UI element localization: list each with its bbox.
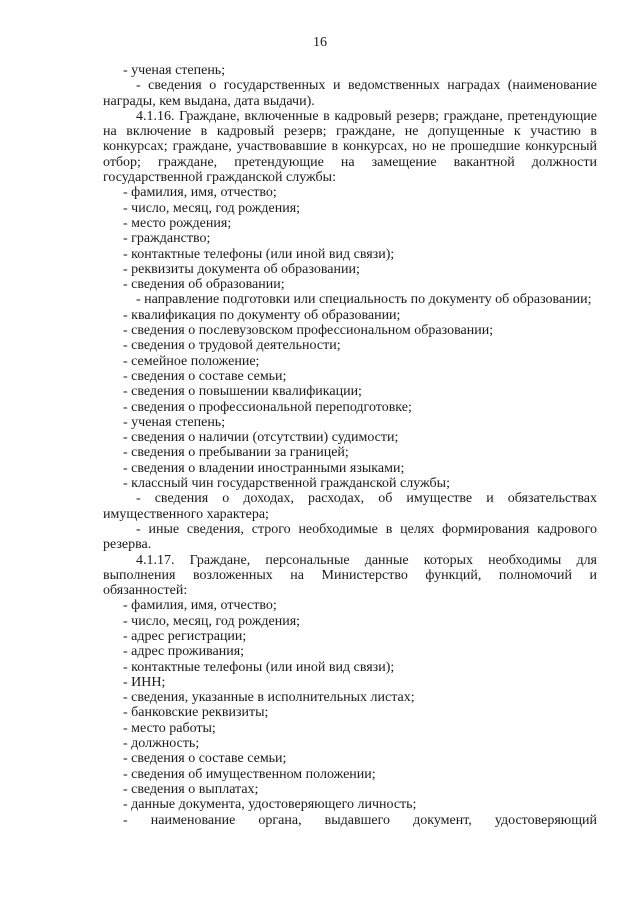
list-item: - сведения об имущественном положении; <box>123 766 376 782</box>
list-item: - адрес проживания; <box>123 644 245 660</box>
list-item: - иные сведения, строго необходимые в целях формирования кадрового резерва. <box>103 521 597 553</box>
list-item: - контактные телефоны (или иной вид связи); <box>123 659 395 675</box>
list-item: - контактные телефоны (или иной вид связи); <box>123 246 395 262</box>
list-item: - сведения о повышении квалификации; <box>123 384 362 400</box>
list-item: - сведения о составе семьи; <box>123 368 287 384</box>
list-item: - данные документа, удостоверяющего личность; <box>123 797 417 813</box>
list-item: - адрес регистрации; <box>123 628 247 644</box>
list-item: - наименование органа, выдавшего документ, удостоверяющий <box>123 812 597 828</box>
list-item: - сведения о владении иностранными языками; <box>123 460 405 476</box>
list-item: - место работы; <box>123 720 216 736</box>
list-item: - сведения о государственных и ведомственных наградах (наименование награды, кем выдана, дата выдачи). <box>103 78 597 109</box>
list-item: - банковские реквизиты; <box>123 705 269 721</box>
list-item: - сведения об образовании; <box>123 277 285 293</box>
list-item: - должность; <box>123 736 200 752</box>
list-item: - сведения о пребывании за границей; <box>123 445 349 461</box>
list-item: - гражданство; <box>123 231 211 247</box>
list-item: - фамилия, имя, отчество; <box>123 598 277 614</box>
list-item: - сведения о послевузовском профессиональном образовании; <box>123 323 494 339</box>
list-item: - место рождения; <box>123 215 232 231</box>
paragraph: 4.1.17. Граждане, персональные данные которых необходимы для выполнения возложенных на Министерство функций, полномочий и обязанностей: <box>103 552 597 599</box>
page-number: 16 <box>313 35 327 50</box>
list-item: - направление подготовки или специальность по документу об образовании; <box>136 292 592 308</box>
list-item: - сведения о наличии (отсутствии) судимости; <box>123 430 399 446</box>
list-item: - число, месяц, год рождения; <box>123 200 301 216</box>
list-item: - число, месяц, год рождения; <box>123 613 301 629</box>
list-item: - сведения о составе семьи; <box>123 751 287 767</box>
list-item: - квалификация по документу об образовании; <box>123 307 401 323</box>
list-item: - сведения о выплатах; <box>123 781 259 797</box>
list-item: - реквизиты документа об образовании; <box>123 261 360 277</box>
paragraph: 4.1.16. Граждане, включенные в кадровый резерв; граждане, претендующие на включение в кадровый резерв; граждане, не допущенные к участию в конкурсах; граждане, участвовавшие в конкурсах, но не прошедшие конкурсный отбор; граждане, претендующие на замещение вакантной должности государственной гражданской службы: <box>103 108 597 186</box>
list-item: - семейное положение; <box>123 353 260 369</box>
list-item: - ИНН; <box>123 674 166 690</box>
list-item: - ученая степень; <box>123 63 226 78</box>
document-body <box>103 63 597 828</box>
list-item: - фамилия, имя, отчество; <box>123 185 277 201</box>
list-item: - классный чин государственной гражданской службы; <box>123 476 450 492</box>
list-item: - сведения, указанные в исполнительных листах; <box>123 690 415 706</box>
list-item: - сведения о трудовой деятельности; <box>123 338 341 354</box>
list-item: - сведения о доходах, расходах, об имуществе и обязательствах имущественного характера; <box>103 491 597 522</box>
list-item: - сведения о профессиональной переподготовке; <box>123 399 412 415</box>
list-item: - ученая степень; <box>123 414 226 430</box>
